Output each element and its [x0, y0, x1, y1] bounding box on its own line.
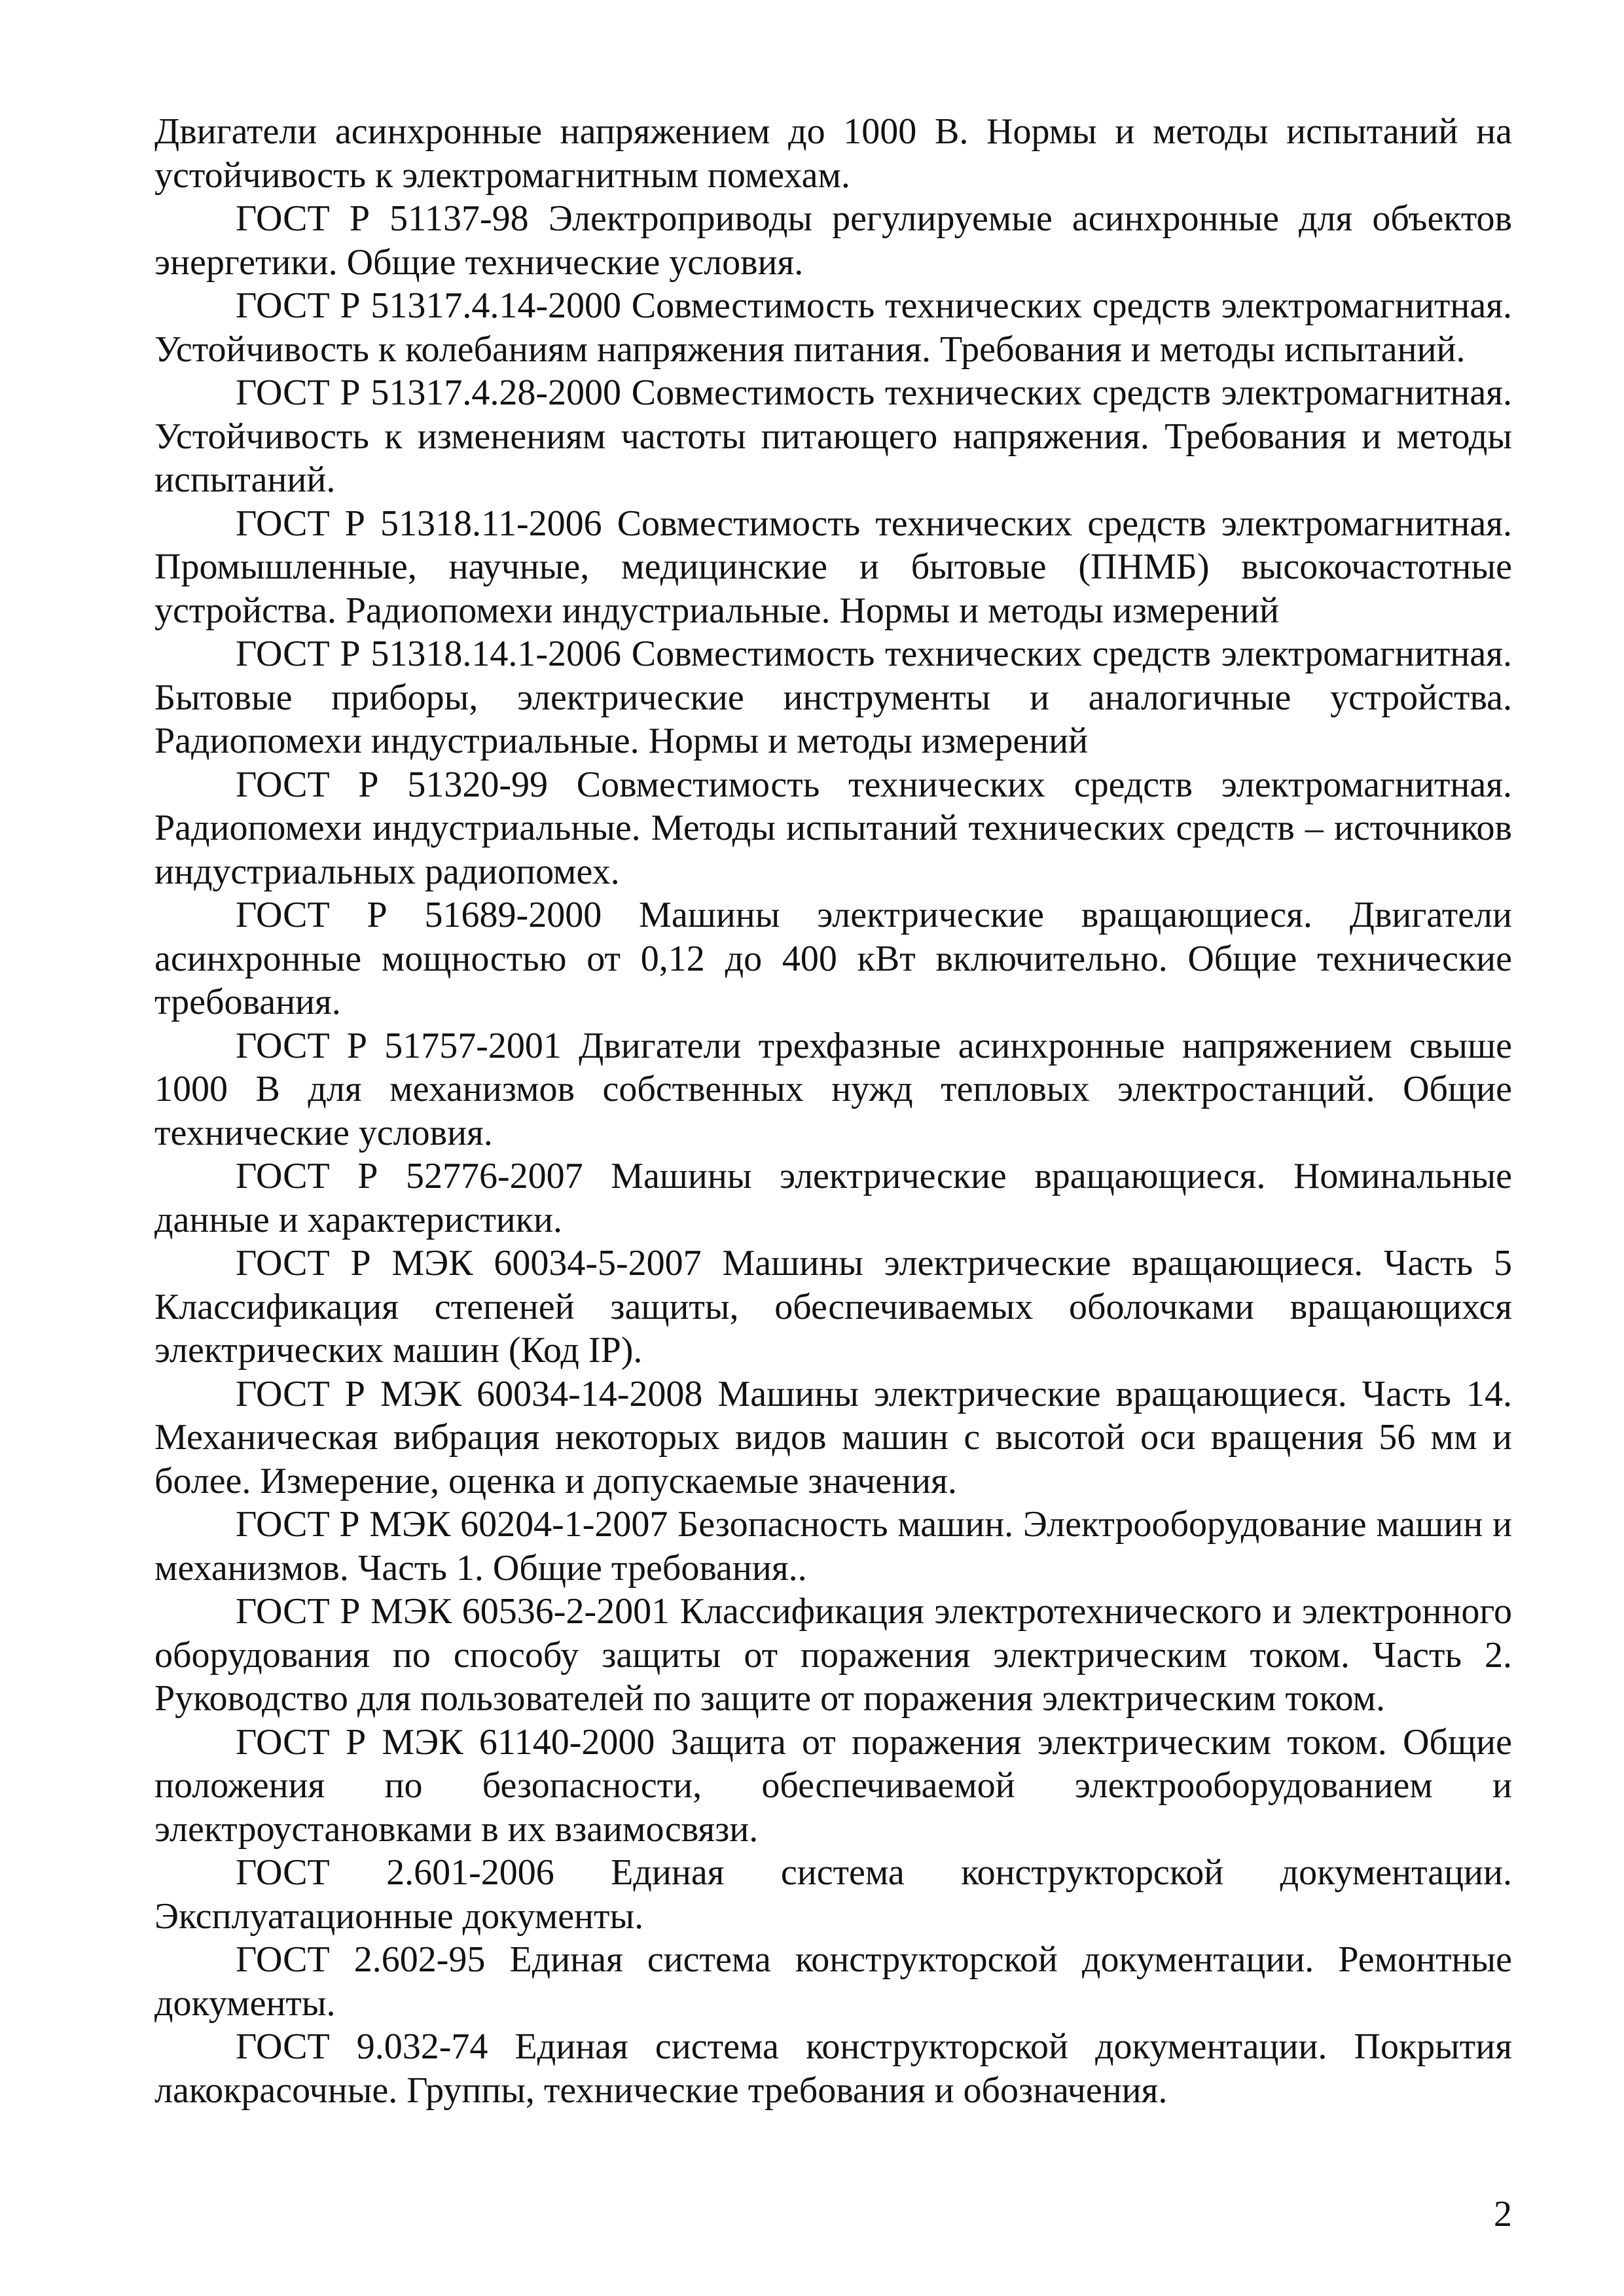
paragraph-gost-51689: ГОСТ Р 51689-2000 Машины электрические вращающиеся. Двигатели асинхронные мощностью от 0,12 до 400 кВт включительно. Общие технические требования.: [154, 895, 1512, 1022]
paragraph-gost-2-602: ГОСТ 2.602-95 Единая система конструкторской документации. Ремонтные документы.: [154, 1939, 1512, 2024]
paragraph-continuation: Двигатели асинхронные напряжением до 1000 В. Нормы и методы испытаний на устойчивость к электромагнитным помехам.: [154, 111, 1512, 196]
paragraph-gost-iec-60034-14: ГОСТ Р МЭК 60034-14-2008 Машины электрические вращающиеся. Часть 14. Механическая вибрация некоторых видов машин с высотой оси вращения 56 мм и более. Измерение, оценка и допускаемые значения.: [154, 1373, 1512, 1501]
paragraph-gost-51320: ГОСТ Р 51320-99 Совместимость технических средств электромагнитная. Радиопомехи индустриальные. Методы испытаний технических средств – источников индустриальных радиопомех.: [154, 764, 1512, 892]
paragraph-gost-51137: ГОСТ Р 51137-98 Электроприводы регулируемые асинхронные для объектов энергетики. Общие технические условия.: [154, 198, 1512, 283]
paragraph-gost-51318-11: ГОСТ Р 51318.11-2006 Совместимость технических средств электромагнитная. Промышленные, научные, медицинские и бытовые (ПНМБ) высокочастотные устройства. Радиопомехи индустриальные. Нормы и методы измерений: [154, 503, 1512, 631]
paragraph-gost-iec-60536-2: ГОСТ Р МЭК 60536-2-2001 Классификация электротехнического и электронного оборудования по способу защиты от поражения электрическим током. Часть 2. Руководство для пользователей по защите от поражения электрическим током.: [154, 1591, 1512, 1719]
paragraph-gost-51317-4-14: ГОСТ Р 51317.4.14-2000 Совместимость технических средств электромагнитная. Устойчивость к колебаниям напряжения питания. Требования и методы испытаний.: [154, 285, 1512, 370]
paragraph-gost-iec-60204-1: ГОСТ Р МЭК 60204-1-2007 Безопасность машин. Электрооборудование машин и механизмов. Часть 1. Общие требования..: [154, 1504, 1512, 1588]
paragraph-gost-2-601: ГОСТ 2.601-2006 Единая система конструкторской документации. Эксплуатационные документы.: [154, 1852, 1512, 1937]
paragraph-gost-51757: ГОСТ Р 51757-2001 Двигатели трехфазные асинхронные напряжением свыше 1000 В для механизмов собственных нужд тепловых электростанций. Общие технические условия.: [154, 1025, 1512, 1153]
paragraph-gost-51318-14-1: ГОСТ Р 51318.14.1-2006 Совместимость технических средств электромагнитная. Бытовые приборы, электрические инструменты и аналогичные устройства. Радиопомехи индустриальные. Нормы и методы измерений: [154, 634, 1512, 761]
paragraph-gost-52776: ГОСТ Р 52776-2007 Машины электрические вращающиеся. Номинальные данные и характеристики.: [154, 1156, 1512, 1240]
paragraph-gost-iec-60034-5: ГОСТ Р МЭК 60034-5-2007 Машины электрические вращающиеся. Часть 5 Классификация степеней защиты, обеспечиваемых оболочками вращающихся электрических машин (Код IP).: [154, 1243, 1512, 1371]
paragraph-gost-51317-4-28: ГОСТ Р 51317.4.28-2000 Совместимость технических средств электромагнитная. Устойчивость к изменениям частоты питающего напряжения. Требования и методы испытаний.: [154, 372, 1512, 500]
paragraph-gost-iec-61140: ГОСТ Р МЭК 61140-2000 Защита от поражения электрическим током. Общие положения по безопасности, обеспечиваемой электрооборудованием и электроустановками в их взаимосвязи.: [154, 1721, 1512, 1850]
paragraph-gost-9-032: ГОСТ 9.032-74 Единая система конструкторской документации. Покрытия лакокрасочные. Группы, технические требования и обозначения.: [154, 2026, 1512, 2111]
page-number: 2: [1494, 2194, 1512, 2234]
body-text: [154, 110, 1512, 2112]
